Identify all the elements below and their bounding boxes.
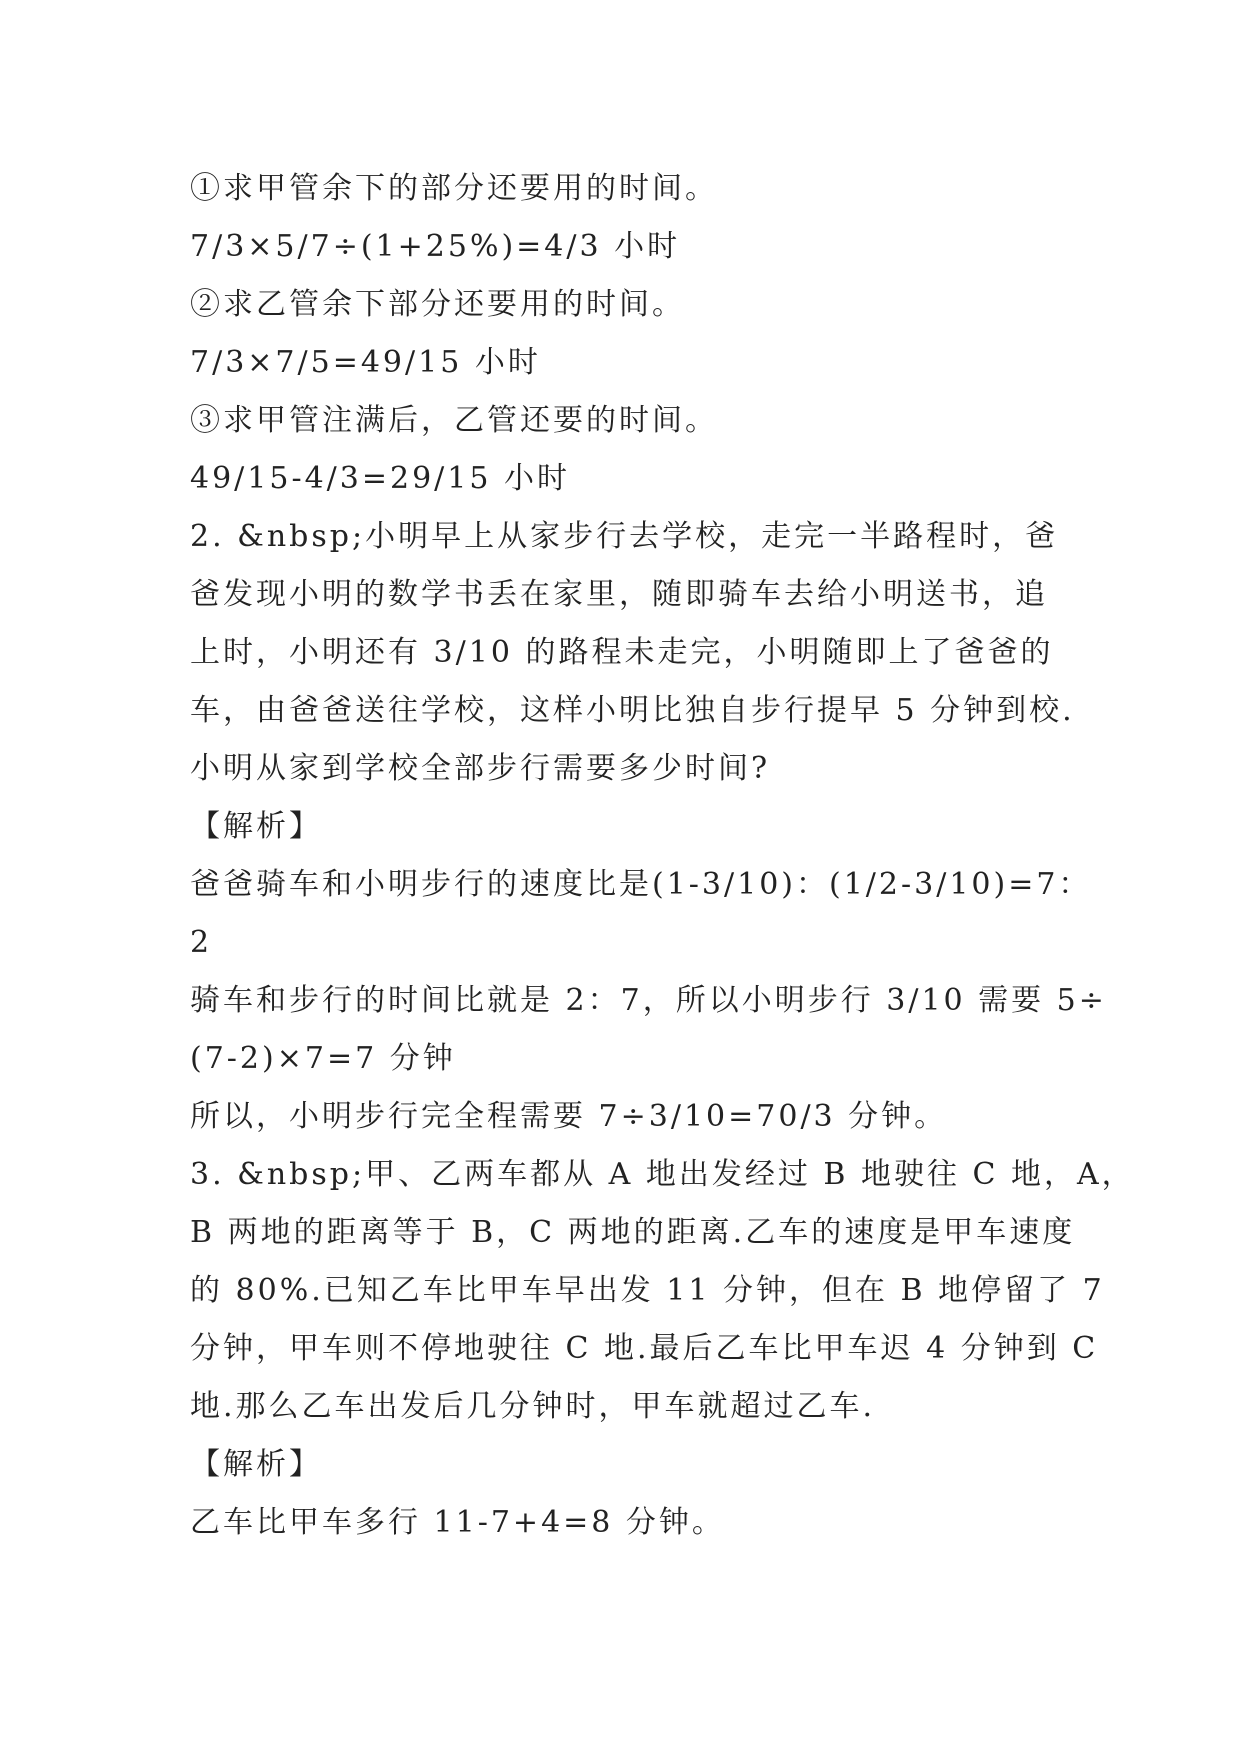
text-line: 7/3×5/7÷(1+25%)=4/3 小时 <box>190 229 681 264</box>
solution-text-line: 爸爸骑车和小明步行的速度比是(1-3/10)：(1/2-3/10)=7： <box>190 867 1092 902</box>
document-body <box>190 160 1135 1552</box>
question-text-line: B 两地的距离等于 B，C 两地的距离.乙车的速度是甲车速度 <box>190 1215 1076 1250</box>
solution-text-line: 2 <box>190 925 213 960</box>
question-text-line: 上时，小明还有 3/10 的路程未走完，小明随即上了爸爸的 <box>190 635 1054 670</box>
question-text-line: 3. &nbsp;甲、乙两车都从 A 地出发经过 B 地驶往 C 地，A， <box>190 1157 1135 1192</box>
question-text-line: 爸发现小明的数学书丢在家里，随即骑车去给小明送书，追 <box>190 577 1048 612</box>
section-heading: 【解析】 <box>190 809 322 844</box>
text-line: ①求甲管余下的部分还要用的时间。 <box>190 171 718 206</box>
question-text-line: 分钟，甲车则不停地驶往 C 地.最后乙车比甲车迟 4 分钟到 C <box>190 1331 1099 1366</box>
text-line: 7/3×7/5=49/15 小时 <box>190 345 541 380</box>
question-text-line: 的 80%.已知乙车比甲车早出发 11 分钟，但在 B 地停留了 7 <box>190 1273 1105 1308</box>
text-line: 49/15-4/3=29/15 小时 <box>190 461 571 496</box>
section-heading: 【解析】 <box>190 1447 322 1482</box>
solution-text-line: (7-2)×7=7 分钟 <box>190 1041 456 1076</box>
question-text-line: 小明从家到学校全部步行需要多少时间? <box>190 751 771 786</box>
solution-text-line: 骑车和步行的时间比就是 2：7，所以小明步行 3/10 需要 5÷ <box>190 983 1107 1018</box>
question-text-line: 地.那么乙车出发后几分钟时，甲车就超过乙车. <box>190 1389 876 1424</box>
question-text-line: 2. &nbsp;小明早上从家步行去学校，走完一半路程时，爸 <box>190 519 1059 554</box>
solution-text-line: 所以，小明步行完全程需要 7÷3/10=70/3 分钟。 <box>190 1099 948 1134</box>
question-text-line: 车，由爸爸送往学校，这样小明比独自步行提早 5 分钟到校. <box>190 693 1075 728</box>
text-line: ③求甲管注满后，乙管还要的时间。 <box>190 403 718 438</box>
solution-text-line: 乙车比甲车多行 11-7+4=8 分钟。 <box>190 1505 725 1540</box>
text-line: ②求乙管余下部分还要用的时间。 <box>190 287 685 322</box>
